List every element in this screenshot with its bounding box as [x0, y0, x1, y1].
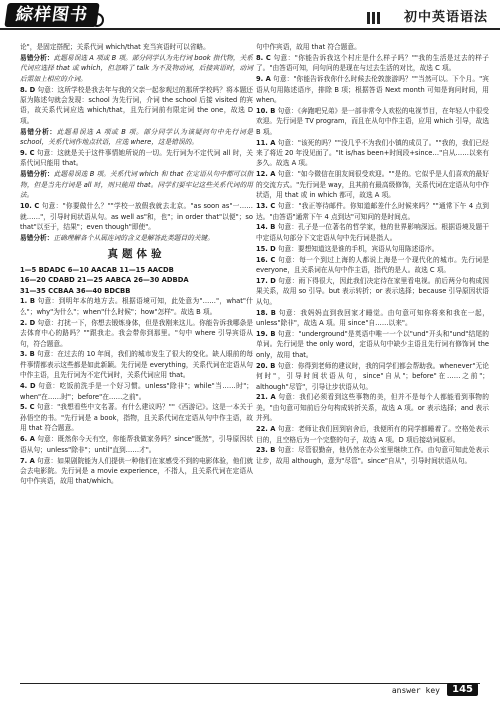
- brand-ring-icon: [90, 13, 104, 27]
- answer-row: 16—20 CDABD 21—25 AABCA 26—30 ADBDA: [20, 276, 189, 285]
- page-footer: [0, 679, 500, 701]
- answer-item: 4. D 句意：吃饭前洗手是一个好习惯。unless"除非"；while"当……时"；when"在……时"；before"在……之前"。: [20, 382, 253, 401]
- paragraph: 句中作宾语，故用 that 符合题意。: [256, 43, 361, 51]
- answer-item: 17. D 句意：雨下得很大，因此我们决定待在家里看电视。前后两分句构成因果关系，故用 so 引导。but 表示转折；or 表示选择；because 引导原因状语从句。: [256, 276, 489, 306]
- tip: 易错分析：此题易误选 B 项。关系代词 which 和 that 在定语从句中都可以指物，但是当先行词是 all 时，则只能用 that。同学们要牢记这些关系代词的用法。: [20, 170, 254, 200]
- page-header: [0, 0, 500, 40]
- paragraph: 论"，是固定搭配；关系代词 which/that 充当宾语时可以省略。: [20, 43, 210, 51]
- answer-item: 6. A 句意：既然你今天有空，你能帮我做家务吗？since"既然"，引导原因状语从句；unless"除非"；until"直到……才"。: [20, 435, 253, 454]
- answer-row: 1—5 BDADC 6—10 AACAB 11—15 AACDB: [20, 265, 174, 274]
- answer-item: 21. A 句意：我们必须看到这些事物的美，但并不是每个人都能看到事物的美。"由句意可知前后分句构成转折关系，故选 A 项。or 表示选择；and 表示并列。: [256, 393, 489, 423]
- answer-item: 20. B 句意：你得到老师的建议时，我的同学们都会帮助我。whenever"无论何时"，引导时间状语从句，since"自从"；before"在……之前"；although"尽管"，引导让步状语从句。: [256, 361, 489, 391]
- answer-item: 8. D 句意：这所学校是我去年与我的父亲一起参观过的那所学校吗？将本题还原为陈述句就会发现：school 为先行词，介词 the school 后接 visited 的宾语，故关系代词应选 which/that，且先行词前有限定词 the one，故选 D 项。: [20, 85, 253, 125]
- section-title: 真题体验: [107, 248, 166, 261]
- answer-item: 5. C 句意："我想看些中文名著。有什么建议吗？""《西游记》。这是一本关于孙悟空的书。"先行词是 a book，指物，且关系代词在定语从句中作主语，故用 that 符合题意。: [20, 403, 253, 433]
- footer-divider: [20, 683, 480, 684]
- header-title: 初中英语语法: [403, 10, 488, 25]
- answer-item: 16. C 句意：每一个到过上海的人都说上海是一个现代化的城市。先行词是 everyone，且关系词在从句中作主语，指代的是人。故选 C 项。: [256, 255, 489, 275]
- answer-item: 1. B 句意：到明年本的地方去。根据语境可知，此处意为"……"，what"什么"；why"为什么"；when"什么时候"；how"怎样"。故选 B 项。: [20, 297, 253, 316]
- answer-item: 23. B 句意：尽管很勤奋，他仍然在办公室里继续工作。由句意可知此处表示让步，故用 although，意为"尽管"。since"自从"，引导时间状语从句。: [256, 446, 489, 465]
- left-column: [20, 42, 253, 487]
- right-column: [256, 42, 489, 467]
- answer-item: 9. A 句意："你能告诉我你什么时候去伦敦旅游吗？""当然可以。下个月。"宾语从句用陈述语序，排除 B 项；根据答语 Next month 可知是询问时间，用 when。: [256, 75, 489, 105]
- answer-item: 10. C 句意："你要做什么？""学校一放假我就去北京。"as soon as"一……就……"，引导时间状语从句。as well as"和，也"；in order that"以便"；so that"以至于，结果"；even though"即使"。: [20, 202, 253, 231]
- page-number: 145: [447, 683, 478, 696]
- answer-item: 15. D 句意：要想知道这是谁的手机，宾语从句用陈述语序。: [256, 244, 439, 253]
- tip: 易错分析：正确理解各个从属连词的含义是解答此类题目的关键。: [20, 233, 214, 242]
- answer-item: 8. C 句意："你能告诉我这个村庄是什么样子吗？""我的生活是过去的样子了。"由答语可知，问句问的是现在与过去生活的对比，故选 C 项。: [256, 53, 489, 73]
- answer-item: 13. C 句意："我正等待邮件。你知道邮差什么时候来吗？""通常下午 4 点到达。"由答语"通常下午 4 点到达"可知问的是时间点。: [256, 202, 489, 221]
- answer-item: 22. A 句意：老师让我们回到宿舍后，我便所有的同学都睡着了。空格处表示目的，且空格后为一个完整的句子，故选 A 项。D 项后接动词原形。: [256, 425, 489, 444]
- footer-label: answer key: [391, 686, 440, 695]
- answer-item: 9. C 句意：这就是关于这件事情她所说的一切。先行词为不定代词 all 时，关系代词只能用 that。: [20, 149, 253, 168]
- answer-item: 10. B 句意：《奔跑吧兄弟》是一部非常令人欢松的电视节目，在年轻人中很受欢迎。先行词是 TV program，而且在从句中作主语，应用 which 引导，故选 B 项。: [256, 106, 489, 136]
- brand-logo: 綜样图书: [4, 3, 99, 27]
- answer-item: 11. A 句意："该死的吗？""没几乎不为我们小镇的成员了。""我的，我们已经来了将近 20 年没见面了。"It is/has been+时间段+since…"自从……以来有多久。故选 A 项。: [256, 138, 489, 168]
- answer-row: 31—35 CCBAA 36—40 BDCBB: [20, 286, 131, 295]
- answer-item: 7. A 句意：如果剧院能为人们提供一种他们在家感受不到的电影体验，他们就会去电影院。先行词是 a movie experience，不指人，且关系代词在定语从句中作宾语，故用 that/which。: [20, 456, 253, 486]
- tip: 易错分析：此题易误选 A 项或 B 项。部分同学认为该疑问句中先行词是 school，关系代词作地点状语，应选 where，这是错误的。: [20, 127, 253, 147]
- tip: 易错分析：此题易误选 A 项或 B 项。部分同学认为先行词 book 指代物，关系代词应选择 that 或 which，但忽略了 talk 为不及物动词，后接宾语时，动词后需加上相应的介词。: [20, 53, 253, 83]
- answer-item: 3. B 句意：在过去的 10 年间，我们的城市发生了很大的变化。缺人眼前的每件事情都表示这些都是如此新颖。先行词是 everything，关系代词在定语从句中作主语，且先行词为不定代词时，关系代词应用 that。: [20, 350, 253, 380]
- answer-item: 18. B 句意：我妈妈直到我回家才睡觉。由句意可知你将来和我在一起，unless"除非"，故选 A 项。用 since"自……以来"。: [256, 308, 489, 328]
- answer-item: 19. B 句意："underground"是英语中唯一一个以"und"开头和"und"结尾的单词。先行词是 the only word，定语从句中缺少主语且先行词有修饰词 the only，故用 that。: [256, 329, 489, 359]
- answer-item: 14. B 句意：孔子是一位著名的哲学家，他的世界影响深远。根据语境及题干中定语从句部分下文定语从句中先行词是指人。: [256, 223, 489, 242]
- answer-item: 2. D 句意：打扰一下，你想去锻炼身体，但是我刚来这儿。你能告诉我哪条是去体育中心的路吗？""跟我走。我会带你到那里。"句中 where 引导宾语从句，符合题意。: [20, 318, 253, 348]
- answer-item: 12. A 句意："如今微信在朋友间很受欢迎。""是的。它似乎是人们喜欢的最好的交流方式。"先行词是 way，且其前有最高级修饰，关系代词在定语从句中作状语，用 that 或 in which 都可，故选 A 项。: [256, 170, 489, 200]
- header-bars-icon: [367, 9, 382, 28]
